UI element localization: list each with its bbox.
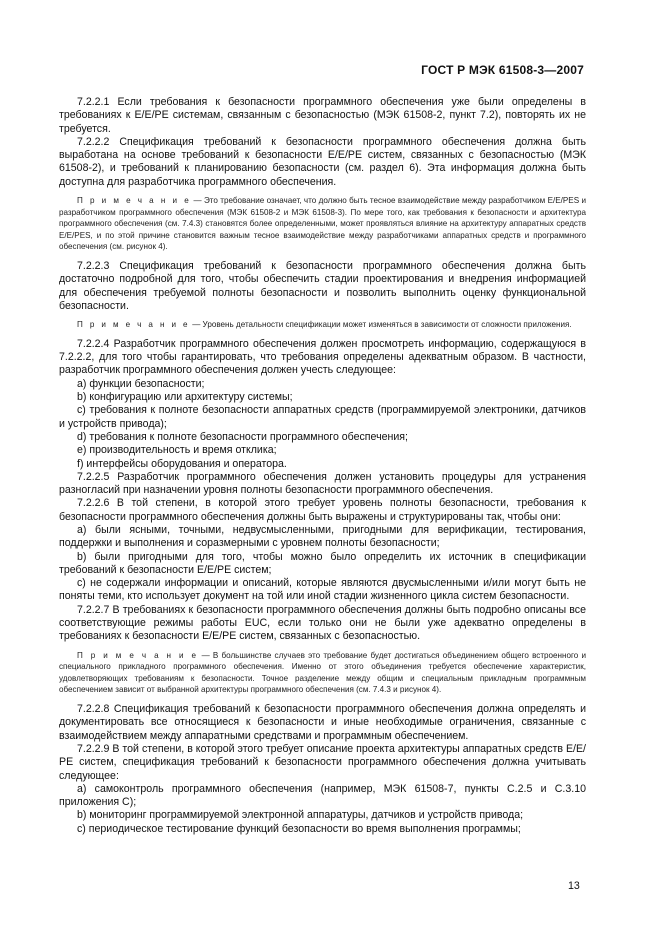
note-1-text: — Это требование означает, что должно быть тесное взаимодействие между разработчиком Е/Е/PES и разработчиком программного обеспечения (МЭК 61508-2 и МЭК 61508-3). По мере того, как требования к безопасности и архитектура программного обеспечения (см. 7.4.3) становятся более определенными, может проявляться влияние на архитектуру аппаратных средств Е/Е/PES, и по этой причине становится важным тесное взаимодействие между разработчиками аппаратных средств и программного обеспечения (см. рисунок 4). — [59, 196, 586, 252]
list-item-7-2-2-6-a: a) были ясными, точными, недвусмысленными, пригодными для верификации, тестирования, поддержки и выполнения и соразмерными с уровнем полноты безопасности; — [59, 523, 586, 550]
page-body — [59, 96, 586, 836]
paragraph-7-2-2-1: 7.2.2.1 Если требования к безопасности программного обеспечения уже были определены в требованиях к Е/Е/РЕ системам, связанным с безопасностью (МЭК 61508-2, пункт 7.2), повторять их не требуется. — [59, 96, 586, 135]
note-3 — [59, 650, 586, 696]
standard-code-header: ГОСТ Р МЭК 61508-3—2007 — [421, 63, 584, 77]
list-item-7-2-2-4-c: c) требования к полноте безопасности аппаратных средств (программируемой электроники, датчиков и устройств привода); — [59, 404, 586, 430]
paragraph-7-2-2-9: 7.2.2.9 В той степени, в которой этого требует описание проекта архитектуры аппаратных средств Е/Е/РЕ систем, спецификация требований к безопасности программного обеспечения должна учитывать следующее: — [59, 742, 586, 782]
list-item-7-2-2-4-d: d) требования к полноте безопасности программного обеспечения; — [77, 430, 408, 443]
page-number: 13 — [568, 880, 580, 892]
list-item-7-2-2-4-b: b) конфигурацию или архитектуру системы; — [77, 391, 293, 404]
paragraph-7-2-2-3: 7.2.2.3 Спецификация требований к безопасности программного обеспечения должна быть достаточно подробной для того, чтобы обеспечить стадии проектирования и внедрения информацией для обеспечения требуемой полноты безопасности и позволить выполнить оценку функциональной безопасности. — [59, 260, 586, 312]
list-item-7-2-2-6-b: b) были пригодными для того, чтобы можно было определить их источник в спецификации требований к безопасности Е/Е/РЕ систем; — [59, 550, 586, 576]
note-2 — [59, 319, 586, 331]
note-3-label: П р и м е ч а н и е — [77, 650, 199, 660]
note-1-label: П р и м е ч а н и е — [77, 196, 192, 206]
note-3-text: — В большинстве случаев это требование будет достигаться объединением общего встроенного и специального прикладного программного обеспечения. Именно от этого объединения требуется обеспечение характеристик, удовлетворяющих требованиям к безопасности. Точное разделение между общим и специальным прикладным программным обеспечением зависит от выбранной архитектуры программного обеспечения (см. 7.4.3 и рисунок 4). — [59, 650, 586, 695]
paragraph-7-2-2-6: 7.2.2.6 В той степени, в которой этого требует уровень полноты безопасности, требования к безопасности программного обеспечения должны быть выражены и структурированы так, чтобы они: — [59, 497, 586, 523]
list-item-7-2-2-4-f: f) интерфейсы оборудования и оператора. — [77, 457, 287, 470]
list-item-7-2-2-9-b: b) мониторинг программируемой электронной аппаратуры, датчиков и устройств привода; — [77, 809, 524, 822]
note-2-text: — Уровень детальности спецификации может изменяться в зависимости от сложности приложения. — [189, 320, 572, 330]
list-item-7-2-2-9-a: a) самоконтроль программного обеспечения (например, МЭК 61508-7, пункты С.2.5 и С.3.10 приложения С); — [59, 782, 586, 809]
list-item-7-2-2-4-a: a) функции безопасности; — [77, 377, 205, 390]
paragraph-7-2-2-7: 7.2.2.7 В требованиях к безопасности программного обеспечения должны быть подробно описаны все соответствующие режимы работы EUC, если только они не были уже адекватно определены в требованиях к безопасности Е/Е/РЕ систем, связанных с безопасностью. — [59, 603, 586, 643]
note-1 — [59, 195, 586, 253]
note-2-label: П р и м е ч а н и е — [77, 320, 190, 330]
list-item-7-2-2-6-c: c) не содержали информации и описаний, которые являются двусмысленными и/или могут быть не поняты теми, кто использует документ на той или иной стадии жизненного цикла систем безопасности. — [59, 577, 586, 603]
paragraph-7-2-2-2: 7.2.2.2 Спецификация требований к безопасности программного обеспечения должна быть выработана на основе требований к безопасности Е/Е/РЕ систем, связанных с безопасностью (МЭК 61508-2), и требований к планированию безопасности (см. раздел 6). Эта информация должна быть доступна для разработчика программного обеспечения. — [59, 135, 586, 188]
list-item-7-2-2-4-e: e) производительность и время отклика; — [77, 444, 277, 457]
paragraph-7-2-2-8: 7.2.2.8 Спецификация требований к безопасности программного обеспечения должна определять и документировать все относящиеся к безопасности и иные необходимые ограничения, связанные с взаимодействием между аппаратными средствами и программным обеспечением. — [59, 703, 586, 742]
paragraph-7-2-2-4: 7.2.2.4 Разработчик программного обеспечения должен просмотреть информацию, содержащуюся в 7.2.2.2, для того чтобы гарантировать, что требования определены адекватным образом. В частности, разработчик программного обеспечения должен учесть следующее: — [59, 337, 586, 377]
paragraph-7-2-2-5: 7.2.2.5 Разработчик программного обеспечения должен установить процедуры для устранения разногласий при назначении уровня полноты безопасности программного обеспечения. — [59, 470, 586, 497]
list-item-7-2-2-9-c: c) периодическое тестирование функций безопасности во время выполнения программы; — [77, 822, 521, 835]
